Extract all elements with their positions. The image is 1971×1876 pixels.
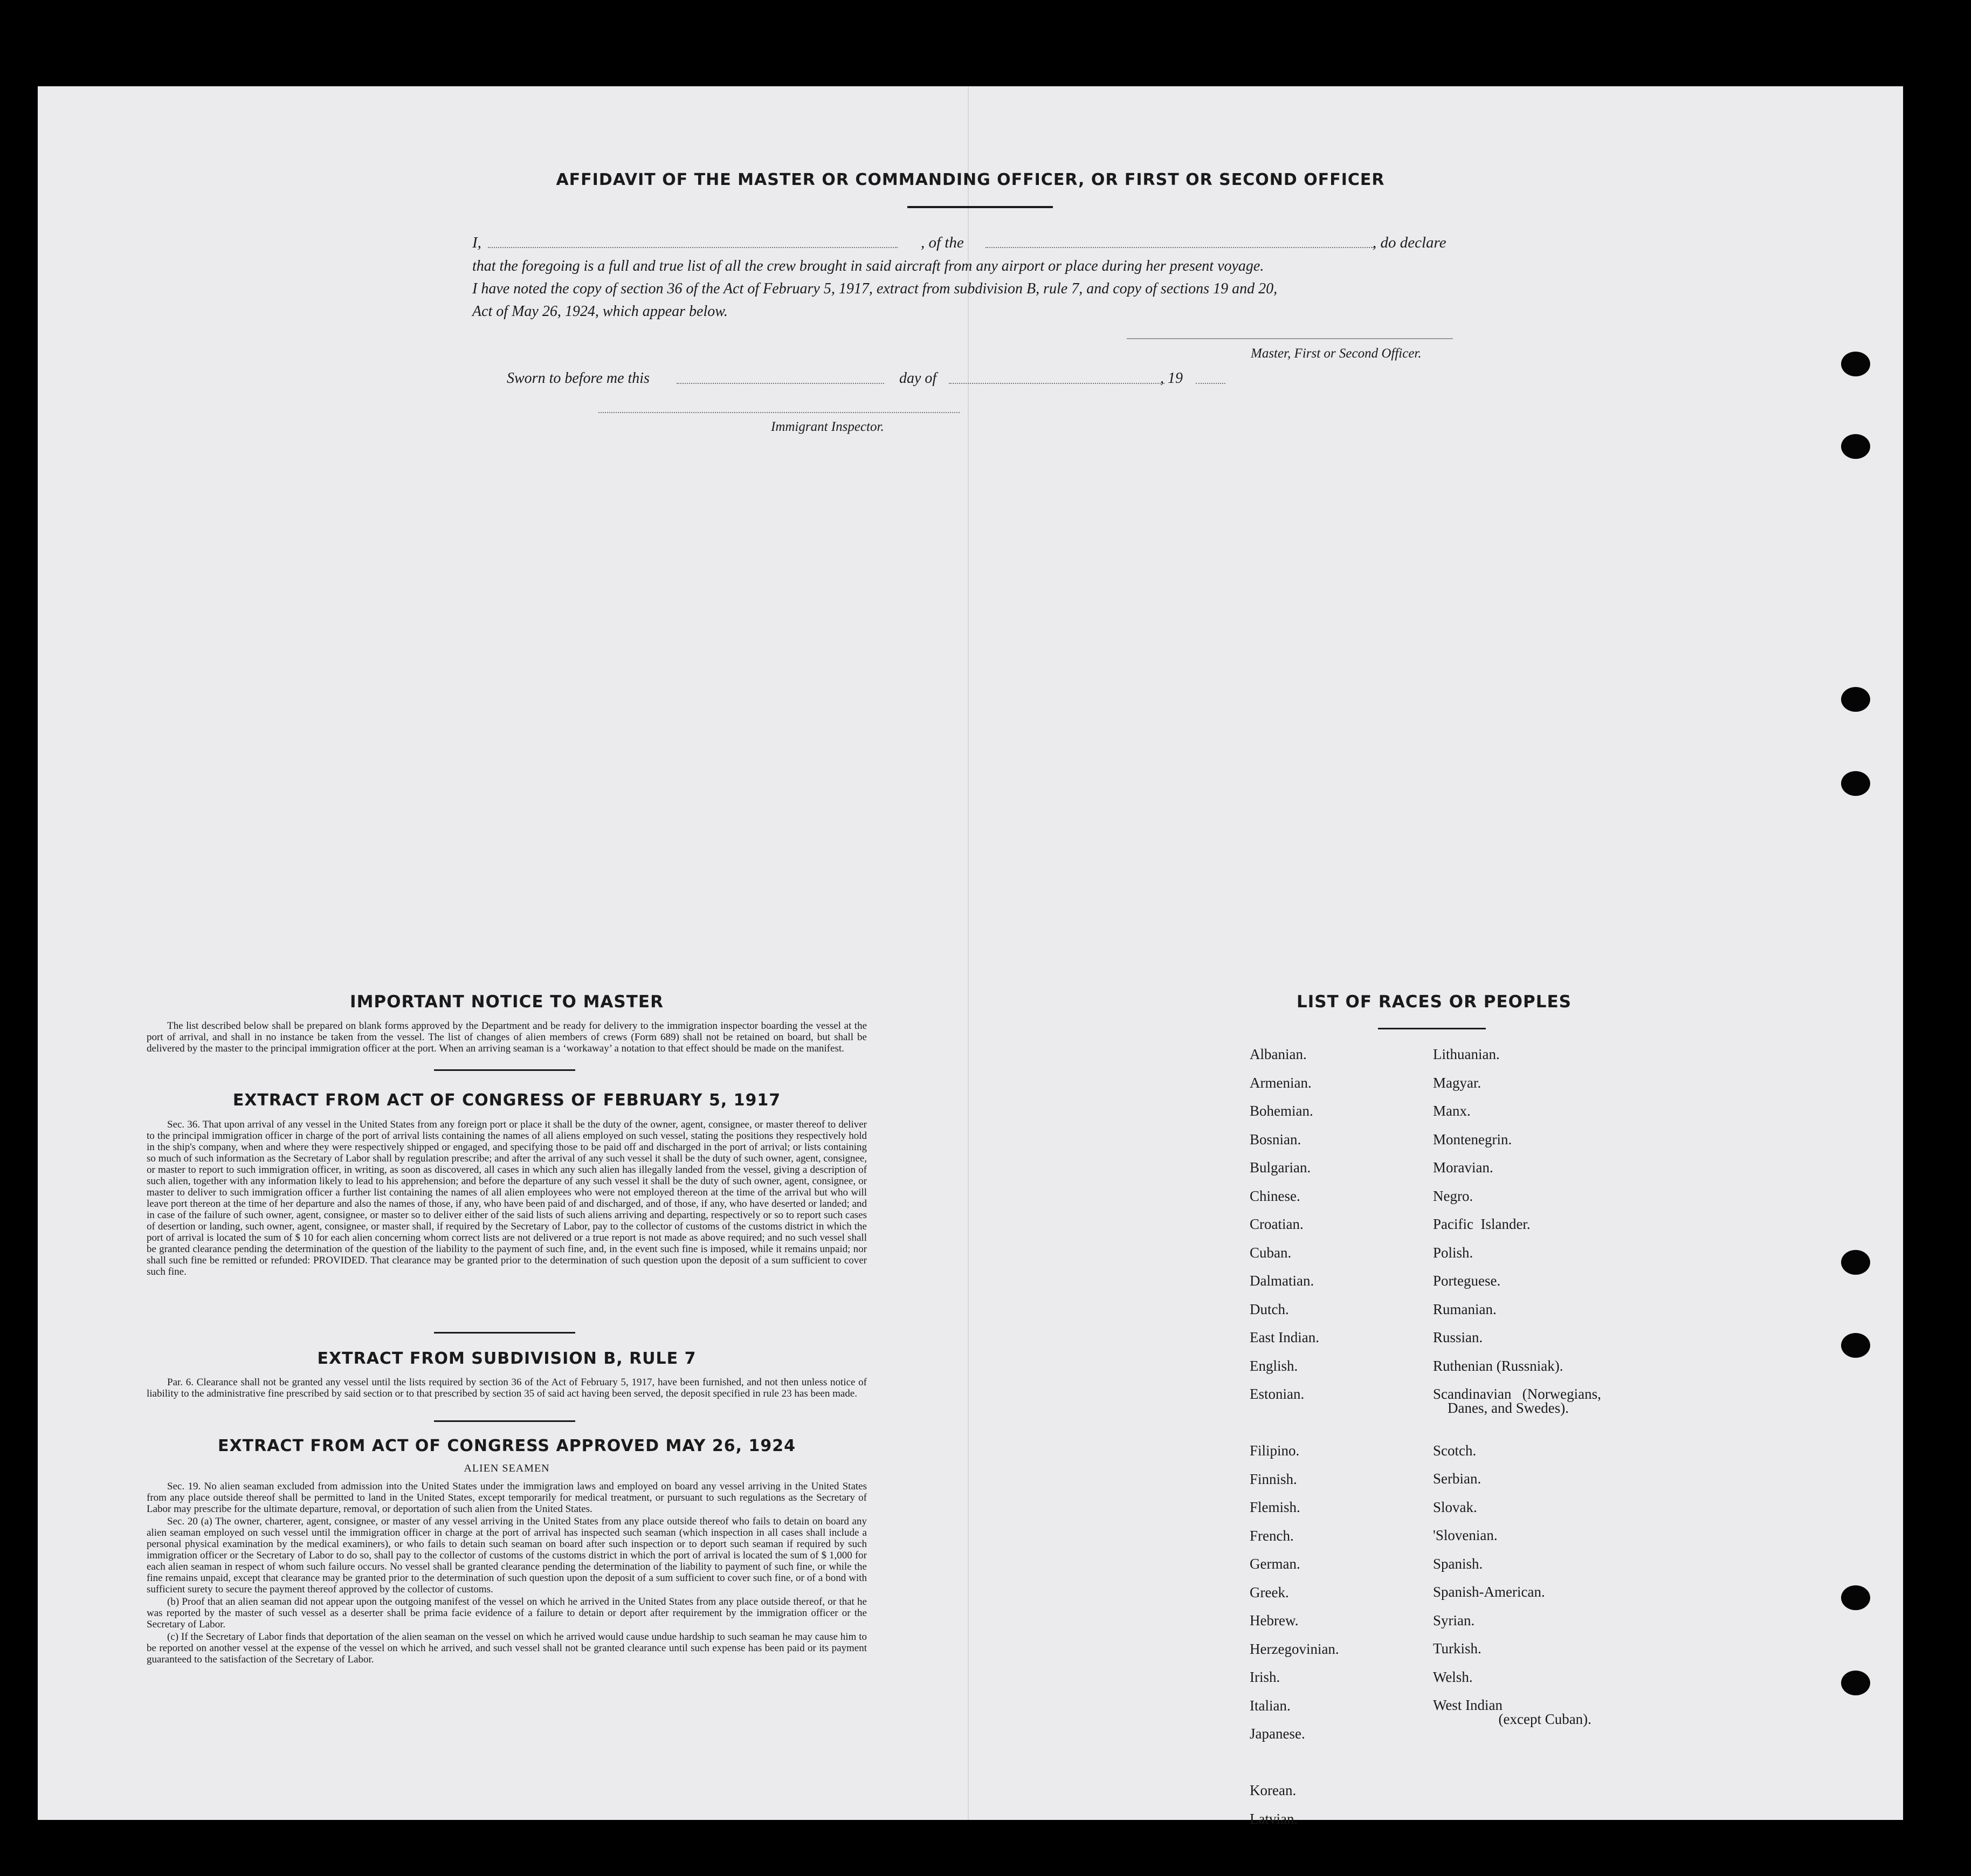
binder-hole — [1841, 352, 1870, 376]
races-right-column — [1433, 1046, 1659, 1782]
race-item: French. — [1250, 1527, 1294, 1544]
do-declare-label: , do declare — [1373, 234, 1446, 251]
sworn-day-field[interactable] — [677, 383, 884, 384]
affidavit-title: AFFIDAVIT OF THE MASTER OR COMMANDING OFFICER, OR FIRST OR SECOND OFFICER — [556, 170, 1385, 189]
affiant-name-field[interactable] — [488, 247, 898, 248]
race-item: Pacific Islander. — [1433, 1216, 1531, 1232]
act1917-paragraph: Sec. 36. That upon arrival of any vessel in the United States from any foreign port or place it shall be the duty of the owner, agent, consignee, or master thereof to deliver to the principal immigration officer in charge of the port of arrival lists containing the names of all aliens employed on such vessel, stating the positions they respectively hold in the ship's company, when and where they were respectively shipped or engaged, and specifying those to be paid off and discharged in the port of arrival; or lists containing so much of such information as the Secretary of Labor shall by regulation prescribe; and after the arrival of any such vessel it shall be the duty of such owner, agent, consignee, or master to report to such immigration officer, in writing, as soon as discovered, all cases in which any such alien has illegally landed from the vessel, giving a description of such alien, together with any information likely to lead to his apprehension; and before the departure of any such vessel it shall be the duty of such owner, agent, consignee, or master to deliver to such immigration officer a further list containing the names of all alien employees who were not employed thereon at the time of the arrival but who will leave port thereon at the time of her departure and also the names of those, if any, who have been paid of and discharged, and of those, if any, who have deserted or landed; and in case of the failure of such owner, agent, consignee, or master so to deliver either of the said lists of such aliens arriving and departing, respectively or so to report such cases of desertion or landing, such owner, agent, consignee, or master shall, if required by the Secretary of Labor, pay to the collector of customs of the customs district in which the port of arrival is located the sum of $ 10 for each alien concerning whom correct lists are not delivered or a true report is not made as above required; and no such vessel shall be granted clearance pending the determination of the question of the liability to the payment of such fine, and, in the event such fine is imposed, while it remains unpaid; nor shall such fine be remitted or refunded: PROVIDED. That clearance may be granted prior to the determination of such question upon the deposit of a sum sufficient to cover such fine. — [147, 1119, 867, 1277]
center-fold — [968, 86, 969, 1820]
act1924-body — [147, 1481, 867, 1666]
race-item: Scandinavian (Norwegians, — [1433, 1386, 1601, 1402]
sworn-year-field[interactable] — [1196, 383, 1225, 384]
affidavit-line-3: Act of May 26, 1924, which appear below. — [472, 303, 728, 320]
races-title: LIST OF RACES OR PEOPLES — [1296, 992, 1572, 1012]
race-item: Korean. — [1250, 1782, 1297, 1798]
race-item: Polish. — [1433, 1244, 1473, 1261]
race-item: Lithuanian. — [1433, 1046, 1500, 1062]
race-item: Filipino. — [1250, 1442, 1300, 1459]
race-item: (except Cuban). — [1433, 1711, 1591, 1727]
race-item: Bosnian. — [1250, 1131, 1301, 1147]
act1917-body — [147, 1119, 867, 1279]
race-item: Moravian. — [1433, 1159, 1493, 1176]
race-item — [1433, 1414, 1659, 1442]
race-item: Danes, and Swedes). — [1433, 1400, 1569, 1416]
notice-body — [147, 1020, 867, 1055]
race-item: Dalmatian. — [1250, 1273, 1314, 1289]
race-item: Chinese. — [1250, 1187, 1300, 1204]
race-item: Latvian. — [1250, 1810, 1298, 1827]
binder-hole — [1841, 1333, 1870, 1358]
race-item: Porteguese. — [1433, 1273, 1501, 1289]
section-rule — [434, 1420, 575, 1422]
binder-hole — [1841, 687, 1870, 712]
race-item: Serbian. — [1433, 1470, 1481, 1487]
master-signature-label: Master, First or Second Officer. — [1251, 346, 1422, 361]
race-item: Greek. — [1250, 1584, 1289, 1600]
race-item: East Indian. — [1250, 1329, 1319, 1345]
act1917-title: EXTRACT FROM ACT OF CONGRESS OF FEBRUARY 5, 1917 — [232, 1091, 781, 1110]
notice-title: IMPORTANT NOTICE TO MASTER — [350, 992, 664, 1012]
race-item: Hebrew. — [1250, 1612, 1299, 1628]
race-item — [1433, 1725, 1659, 1754]
race-item: English. — [1250, 1357, 1298, 1374]
race-item: Spanish-American. — [1433, 1584, 1545, 1600]
inspector-signature-field[interactable] — [598, 412, 960, 413]
race-item: Flemish. — [1250, 1499, 1300, 1515]
affidavit-line-1: that the foregoing is a full and true list of all the crew brought in said aircraft from any airport or place during her present voyage. — [472, 258, 1264, 274]
races-left-column — [1250, 1046, 1417, 1839]
binder-hole — [1841, 434, 1870, 459]
binder-hole — [1841, 771, 1870, 796]
race-item: Herzegovinian. — [1250, 1640, 1339, 1657]
race-item: Slovak. — [1433, 1499, 1477, 1515]
race-item: Croatian. — [1250, 1216, 1304, 1232]
sworn-month-field[interactable] — [949, 383, 1164, 384]
year-label: , 19 — [1160, 370, 1183, 387]
race-item — [1250, 1754, 1417, 1783]
rule7-title: EXTRACT FROM SUBDIVISION B, RULE 7 — [317, 1349, 697, 1368]
binder-hole — [1841, 1671, 1870, 1695]
race-item: Dutch. — [1250, 1301, 1289, 1317]
act1924-subtitle: ALIEN SEAMEN — [464, 1462, 550, 1474]
race-item: Turkish. — [1433, 1640, 1481, 1657]
vessel-field[interactable] — [985, 247, 1374, 248]
act1924-paragraph: Sec. 20 (a) The owner, charterer, agent, consignee, or master of any vessel arriving in the United States from any place outside thereof who fails to detain on board any alien seaman employed on such vessel until the immigration officer in charge at the port of arrival has inspected such seaman (which inspection in all cases shall include a personal physical examination by the medical examiners), or who fails to detain such seaman on board after such inspection or to deport such seaman if required by such immigration officer or the Secretary of Labor to do so, shall pay to the collector of customs of the customs district in which the port of arrival is located the sum of $ 1,000 for each alien seaman in respect of whom such failure occurs. No vessel shall be granted clearance pending the determination of the liability to payment of such fine, or while the fine remains unpaid, except that clearance may be granted prior to the determination of such question upon the deposit of a sum sufficient to cover such fine, or of a bond with sufficient surety to secure the payment thereof approved by the collector of customs. — [147, 1516, 867, 1595]
race-item: Russian. — [1433, 1329, 1483, 1345]
race-item: Montenegrin. — [1433, 1131, 1512, 1147]
affiant-label: I, — [472, 234, 481, 251]
act1924-paragraph: (b) Proof that an alien seaman did not appear upon the outgoing manifest of the vessel on which he arrived in the United States from any place outside thereof, or that he was reported by the master of such vessel as a deserter shall be prima facie evidence of a failure to detain or deport after requirement by the immigration officer or the Secretary of Labor. — [147, 1596, 867, 1630]
race-item: Syrian. — [1433, 1612, 1475, 1628]
title-rule — [907, 206, 1053, 208]
race-item: Scotch. — [1433, 1442, 1477, 1459]
section-rule — [434, 1069, 575, 1071]
race-item: Estonian. — [1250, 1386, 1305, 1402]
race-item: Irish. — [1250, 1669, 1280, 1685]
race-item: West Indian — [1433, 1697, 1503, 1713]
notice-paragraph: The list described below shall be prepared on blank forms approved by the Department and be ready for delivery to the immigration inspector boarding the vessel at the port of arrival, and shall in no instance be taken from the vessel. The list of changes of alien members of crews (Form 689) shall not be retained on board, but shall be delivered by the master to the principal immigration officer at the port. When an arriving seaman is a ‘workaway’ a notation to that effect should be made on the manifest. — [147, 1020, 867, 1054]
race-item: Welsh. — [1433, 1668, 1473, 1685]
race-item: Bulgarian. — [1250, 1159, 1311, 1176]
race-item: Italian. — [1250, 1697, 1291, 1714]
race-item — [1433, 1754, 1659, 1782]
race-item: Cuban. — [1250, 1244, 1292, 1261]
races-title-rule — [1378, 1028, 1486, 1029]
sworn-label: Sworn to before me this — [507, 370, 650, 387]
race-item: Armenian. — [1250, 1074, 1312, 1091]
of-the-label: , of the — [921, 234, 964, 251]
act1924-title: EXTRACT FROM ACT OF CONGRESS APPROVED MAY 26, 1924 — [218, 1437, 796, 1455]
section-rule — [434, 1332, 575, 1334]
act1924-paragraph: Sec. 19. No alien seaman excluded from admission into the United States under the immigration laws and employed on board any vessel arriving in the United States from any place outside thereof shall be permitted to land in the United States, except temporarily for medical treatment, or pursuant to such regulations as the Secretary of Labor may prescribe for the ultimate departure, removal, or deportation of such alien from the United States. — [147, 1481, 867, 1515]
rule7-paragraph: Par. 6. Clearance shall not be granted any vessel until the lists required by section 36 of the Act of February 5, 1917, have been furnished, and not then unless notice of liability to the administrative fine prescribed by said section or to that prescribed by section 35 of said act having been served, the deposit specified in rule 23 has been made. — [147, 1377, 867, 1399]
race-item: Albanian. — [1250, 1046, 1307, 1062]
race-item: Spanish. — [1433, 1555, 1483, 1572]
race-item: Manx. — [1433, 1103, 1471, 1119]
race-item: Rumanian. — [1433, 1301, 1497, 1317]
affidavit-line-2: I have noted the copy of section 36 of the Act of February 5, 1917, extract from subdivision B, rule 7, and copy of sections 19 and 20, — [472, 280, 1278, 297]
rule7-body — [147, 1377, 867, 1400]
inspector-label: Immigrant Inspector. — [771, 420, 884, 434]
race-item: Bohemian. — [1250, 1103, 1313, 1119]
act1924-paragraph: (c) If the Secretary of Labor finds that deportation of the alien seaman on the vessel on which he arrived would cause undue hardship to such seaman he may cause him to be reported on another vessel at the expense of the vessel on which he arrived, and such vessel shall not be granted clearance until such expense has been paid or its payment guaranteed to the satisfaction of the Secretary of Labor. — [147, 1631, 867, 1665]
master-signature-field[interactable] — [1127, 338, 1453, 339]
race-item: Ruthenian (Russniak). — [1433, 1357, 1563, 1374]
race-item: German. — [1250, 1556, 1300, 1572]
race-item: Japanese. — [1250, 1726, 1305, 1742]
race-item — [1250, 1414, 1417, 1443]
binder-hole — [1841, 1585, 1870, 1610]
day-of-label: day of — [899, 370, 937, 387]
race-item: 'Slovenian. — [1433, 1527, 1498, 1543]
binder-hole — [1841, 1250, 1870, 1275]
race-item: Negro. — [1433, 1187, 1473, 1204]
race-item: Finnish. — [1250, 1470, 1297, 1487]
race-item: Magyar. — [1433, 1074, 1481, 1091]
